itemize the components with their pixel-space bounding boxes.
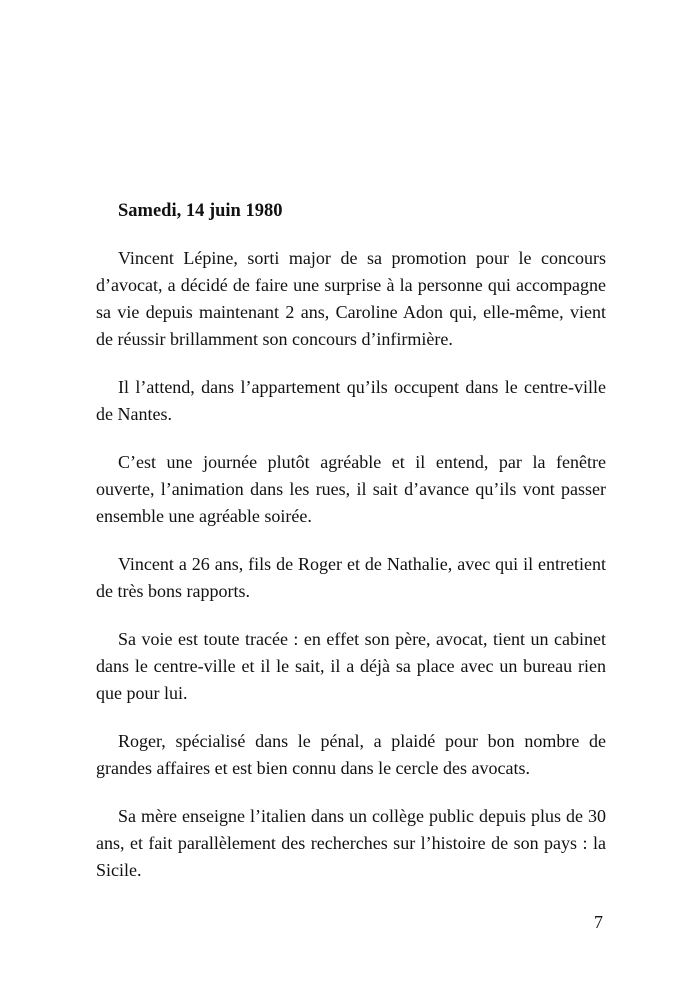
section-heading: Samedi, 14 juin 1980 — [118, 201, 283, 221]
paragraph: Roger, spécialisé dans le pénal, a plaidé pour bon nombre de grandes affaires et est bien connu dans le cercle des avocats. — [96, 731, 606, 778]
paragraph: Sa mère enseigne l’italien dans un collège public depuis plus de 30 ans, et fait parallèlement des recherches sur l’histoire de son pays : la Sicile. — [96, 806, 606, 880]
page-number: 7 — [594, 912, 603, 932]
page-body — [96, 198, 606, 905]
paragraph: Vincent Lépine, sorti major de sa promotion pour le concours d’avocat, a décidé de faire une surprise à la personne qui accompagne sa vie depuis maintenant 2 ans, Caroline Adon qui, elle-même, vient de réussir brillamment son concours d’infirmière. — [96, 248, 606, 349]
paragraph: Vincent a 26 ans, fils de Roger et de Nathalie, avec qui il entretient de très bons rapports. — [96, 554, 606, 601]
paragraph: Sa voie est toute tracée : en effet son père, avocat, tient un cabinet dans le centre-ville et il le sait, il a déjà sa place avec un bureau rien que pour lui. — [96, 629, 606, 703]
paragraph: C’est une journée plutôt agréable et il entend, par la fenêtre ouverte, l’animation dans les rues, il sait d’avance qu’ils vont passer ensemble une agréable soirée. — [96, 452, 606, 526]
paragraph: Il l’attend, dans l’appartement qu’ils occupent dans le centre-ville de Nantes. — [96, 377, 606, 424]
